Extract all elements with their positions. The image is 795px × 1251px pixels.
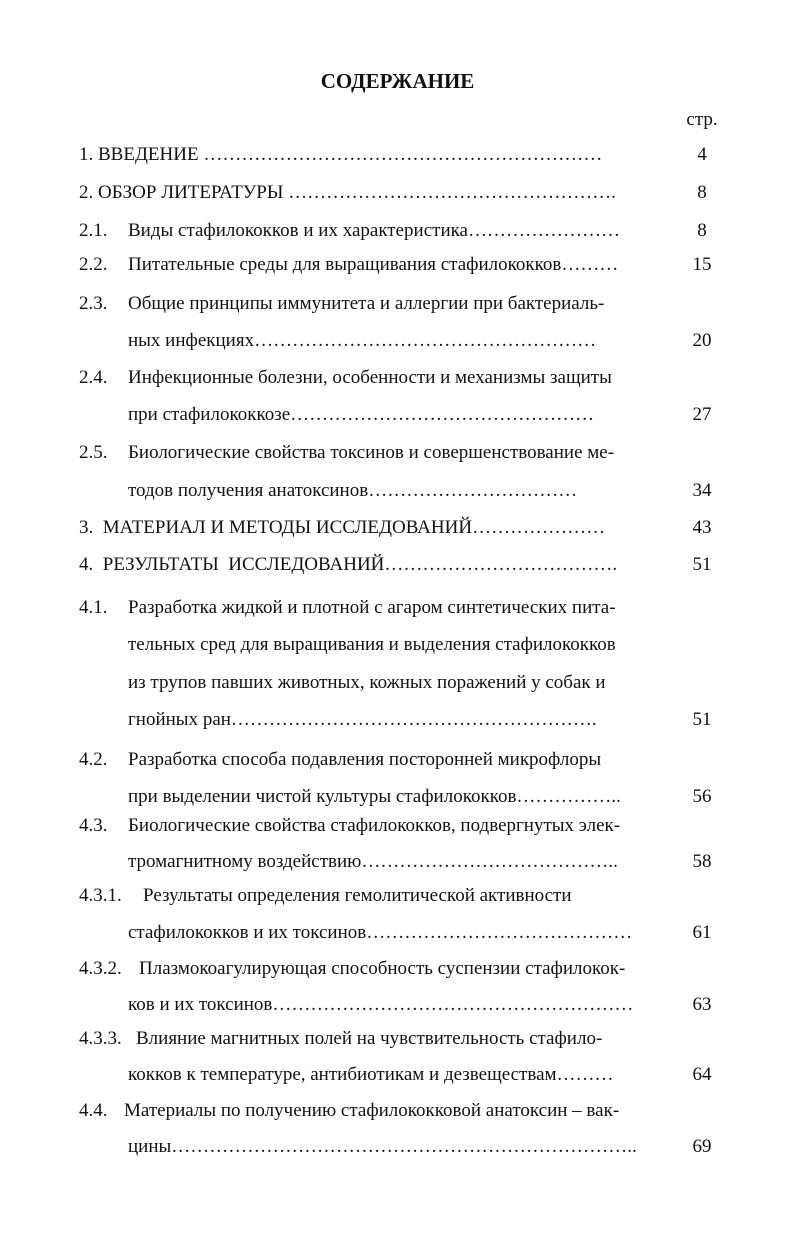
toc-entry-text: кокков к температуре, антибиотикам и дезвеществам……… xyxy=(128,1064,614,1085)
toc-entry-number: 2.3. xyxy=(79,293,108,314)
toc-entry-text: цины……………………………………………………………….. xyxy=(128,1136,637,1157)
toc-entry-page: 34 xyxy=(692,480,712,501)
toc-entry-number: 2.4. xyxy=(79,367,108,388)
toc-entry-text: 1. ВВЕДЕНИЕ ……………………………………………………… xyxy=(79,144,603,165)
toc-entry-page: 56 xyxy=(692,786,712,807)
toc-entry-number: 4.4. xyxy=(79,1100,108,1121)
toc-entry-text: Биологические свойства стафилококков, подвергнутых элек- xyxy=(128,815,621,836)
toc-entry-text: ков и их токсинов………………………………………………… xyxy=(128,994,634,1015)
toc-entry-number: 2.1. xyxy=(79,220,108,241)
toc-entry-text: 3. МАТЕРИАЛ И МЕТОДЫ ИССЛЕДОВАНИЙ………………… xyxy=(79,517,606,538)
toc-entry-number: 4.2. xyxy=(79,749,108,770)
toc-entry-text: 4. РЕЗУЛЬТАТЫ ИССЛЕДОВАНИЙ………………………………. xyxy=(79,554,618,575)
toc-entry-text: ных инфекциях……………………………………………… xyxy=(128,330,597,351)
page-column-label: стр. xyxy=(686,109,718,130)
toc-entry-page: 64 xyxy=(692,1064,712,1085)
toc-entry-number: 4.3.1. xyxy=(79,885,122,906)
toc-entry-text: Разработка жидкой и плотной с агаром синтетических пита- xyxy=(128,597,616,618)
toc-entry-text: Плазмокоагулирующая способность суспензии стафилокок- xyxy=(139,958,626,979)
toc-entry-text: тодов получения анатоксинов…………………………… xyxy=(128,480,578,501)
toc-entry-page: 8 xyxy=(697,182,707,203)
toc-entry-text: Влияние магнитных полей на чувствительность стафило- xyxy=(136,1028,603,1049)
toc-entry-text: гнойных ран…………………………………………………. xyxy=(128,709,597,730)
toc-entry-text: Биологические свойства токсинов и совершенствование ме- xyxy=(128,442,615,463)
toc-entry-number: 4.3.2. xyxy=(79,958,122,979)
toc-entry-page: 4 xyxy=(697,144,707,165)
toc-entry-text: Питательные среды для выращивания стафилококков……… xyxy=(128,254,619,275)
toc-entry-text: Инфекционные болезни, особенности и механизмы защиты xyxy=(128,367,612,388)
toc-entry-text: Виды стафилококков и их характеристика…………………… xyxy=(128,220,620,241)
toc-entry-number: 2.2. xyxy=(79,254,108,275)
toc-entry-text: стафилококков и их токсинов…………………………………… xyxy=(128,922,633,943)
toc-entry-text: при стафилококкозе………………………………………… xyxy=(128,404,595,425)
toc-entry-page: 27 xyxy=(692,404,712,425)
toc-entry-text: Материалы по получению стафилококковой анатоксин – вак- xyxy=(124,1100,620,1121)
toc-entry-number: 4.1. xyxy=(79,597,108,618)
toc-entry-page: 20 xyxy=(692,330,712,351)
toc-entry-page: 15 xyxy=(692,254,712,275)
toc-entry-page: 58 xyxy=(692,851,712,872)
toc-entry-text: тельных сред для выращивания и выделения стафилококков xyxy=(128,634,616,655)
toc-entry-text: тромагнитному воздействию………………………………….. xyxy=(128,851,618,872)
toc-entry-page: 51 xyxy=(692,554,712,575)
toc-entry-text: из трупов павших животных, кожных поражений у собак и xyxy=(128,672,606,693)
toc-entry-number: 4.3. xyxy=(79,815,108,836)
toc-entry-page: 69 xyxy=(692,1136,712,1157)
toc-entry-page: 63 xyxy=(692,994,712,1015)
toc-entry-text: при выделении чистой культуры стафилококков…………….. xyxy=(128,786,621,807)
toc-entry-text: 2. ОБЗОР ЛИТЕРАТУРЫ ……………………………………………. xyxy=(79,182,616,203)
toc-entry-page: 61 xyxy=(692,922,712,943)
toc-entry-page: 43 xyxy=(692,517,712,538)
page-title: СОДЕРЖАНИЕ xyxy=(320,69,475,93)
toc-entry-text: Общие принципы иммунитета и аллергии при бактериаль- xyxy=(128,293,605,314)
toc-entry-text: Результаты определения гемолитической активности xyxy=(143,885,572,906)
toc-entry-number: 4.3.3. xyxy=(79,1028,122,1049)
toc-entry-number: 2.5. xyxy=(79,442,108,463)
toc-entry-page: 51 xyxy=(692,709,712,730)
toc-entry-text: Разработка способа подавления посторонней микрофлоры xyxy=(128,749,602,770)
toc-entry-page: 8 xyxy=(697,220,707,241)
